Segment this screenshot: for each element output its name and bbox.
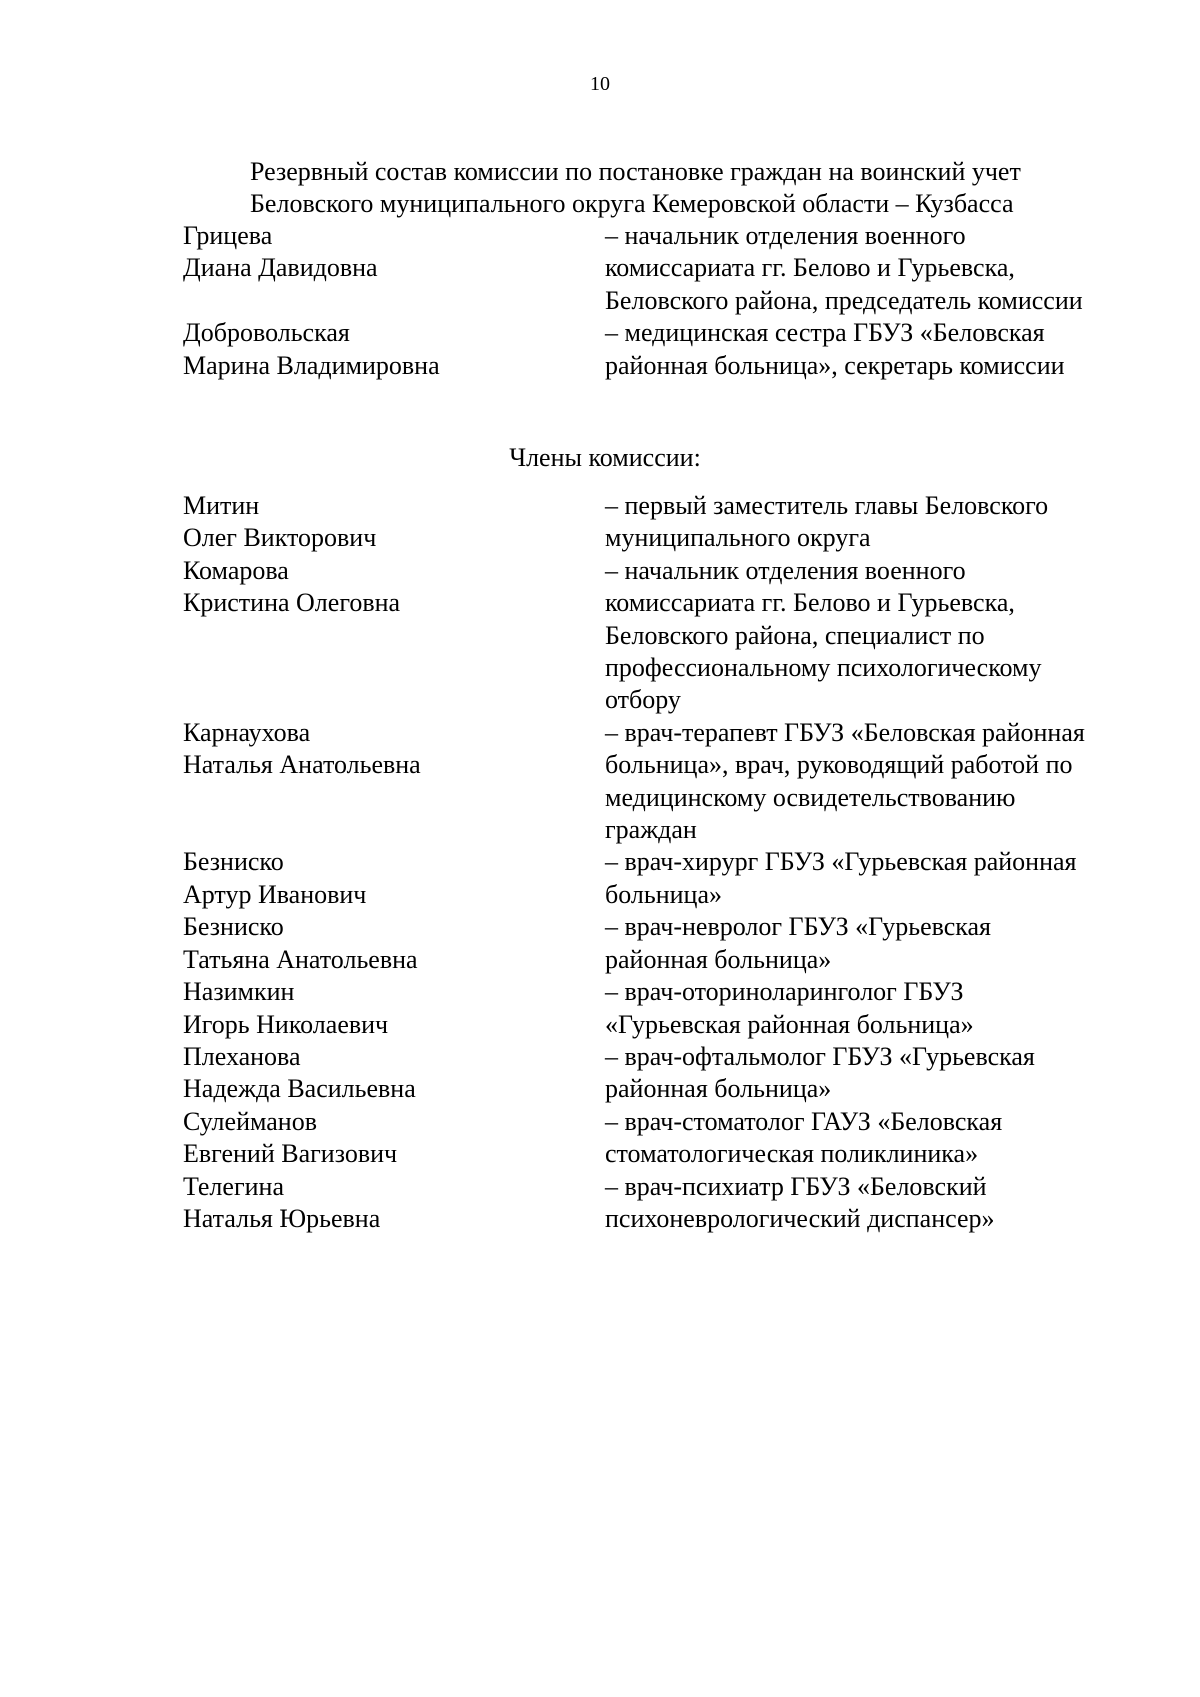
- person-name: [183, 220, 605, 317]
- person-role-line: Беловского района, специалист по: [605, 620, 985, 650]
- person-name: [183, 490, 605, 555]
- roster-entry: [183, 1041, 1143, 1106]
- roster-entry: [183, 1106, 1143, 1171]
- person-role-line: «Гурьевская районная больница»: [605, 1009, 974, 1039]
- person-name-line: Татьяна Анатольевна: [183, 944, 418, 974]
- person-name-line: Артур Иванович: [183, 879, 367, 909]
- roster-entry: [183, 846, 1143, 911]
- person-name: [183, 555, 605, 717]
- person-role-line: больница»: [605, 879, 722, 909]
- person-role-line: – начальник отделения военного: [605, 555, 966, 585]
- person-role: [605, 911, 1143, 976]
- person-role-line: профессиональному психологическому: [605, 653, 1042, 683]
- person-role: [605, 1041, 1143, 1106]
- person-name: [183, 976, 605, 1041]
- person-name-line: Наталья Анатольевна: [183, 750, 421, 780]
- title-line: Беловского муниципального округа Кемеровской области – Кузбасса: [250, 189, 1014, 218]
- person-role-line: районная больница», секретарь комиссии: [605, 350, 1065, 380]
- person-role-line: – первый заместитель главы Беловского: [605, 491, 1049, 520]
- person-role: [605, 846, 1143, 911]
- person-role-line: медицинскому освидетельствованию: [605, 782, 1016, 812]
- person-name-line: Телегина: [183, 1171, 284, 1201]
- person-name-line: Грицева: [183, 221, 273, 250]
- person-role-line: – врач-невролог ГБУЗ «Гурьевская: [605, 912, 992, 942]
- person-role: [605, 1171, 1143, 1236]
- person-name: [183, 317, 605, 382]
- person-role-line: отбору: [605, 685, 681, 715]
- person-name-line: Олег Викторович: [183, 523, 377, 553]
- document-title: [250, 156, 1130, 220]
- person-name: [183, 1041, 605, 1106]
- person-role: [605, 490, 1143, 555]
- person-role: [605, 220, 1143, 317]
- person-name-line: Назимкин: [183, 977, 295, 1007]
- person-role-line: психоневрологический диспансер»: [605, 1203, 995, 1233]
- person-role-line: стоматологическая поликлиника»: [605, 1139, 979, 1169]
- leadership-list: [183, 220, 1143, 382]
- person-name: [183, 1106, 605, 1171]
- person-name-line: Марина Владимировна: [183, 350, 440, 380]
- roster-entry: [183, 911, 1143, 976]
- person-name-line: Сулейманов: [183, 1106, 317, 1136]
- person-name-line: Игорь Николаевич: [183, 1009, 389, 1039]
- person-name: [183, 911, 605, 976]
- person-role: [605, 976, 1143, 1041]
- person-name-line: Карнаухова: [183, 717, 311, 747]
- person-role-line: – врач-стоматолог ГАУЗ «Беловская: [605, 1106, 1003, 1136]
- person-role-line: комиссариата гг. Белово и Гурьевска,: [605, 253, 1015, 283]
- roster-entry: [183, 490, 1143, 555]
- person-name-line: Диана Давидовна: [183, 253, 378, 283]
- person-name-line: Безниско: [183, 912, 284, 942]
- person-role-line: – начальник отделения военного: [605, 221, 966, 250]
- person-role: [605, 555, 1143, 717]
- roster-entry: [183, 717, 1143, 847]
- person-role-line: граждан: [605, 815, 697, 845]
- roster-entry: [183, 555, 1143, 717]
- person-name-line: Плеханова: [183, 1041, 301, 1071]
- roster-entry: [183, 1171, 1143, 1236]
- person-role-line: муниципального округа: [605, 523, 871, 553]
- person-name-line: Митин: [183, 491, 260, 520]
- page-number: 10: [590, 73, 610, 95]
- person-role-line: – медицинская сестра ГБУЗ «Беловская: [605, 318, 1045, 348]
- person-name-line: Надежда Васильевна: [183, 1074, 416, 1104]
- person-name: [183, 717, 605, 847]
- person-role-line: – врач-терапевт ГБУЗ «Беловская районная: [605, 717, 1085, 747]
- roster-entry: [183, 317, 1143, 382]
- roster-entry: [183, 220, 1143, 317]
- person-name-line: Кристина Олеговна: [183, 588, 401, 618]
- person-role: [605, 717, 1143, 847]
- person-role-line: – врач-офтальмолог ГБУЗ «Гурьевская: [605, 1041, 1035, 1071]
- person-role-line: комиссариата гг. Белово и Гурьевска,: [605, 588, 1015, 618]
- person-role-line: больница», врач, руководящий работой по: [605, 750, 1073, 780]
- person-role: [605, 1106, 1143, 1171]
- person-name-line: Евгений Вагизович: [183, 1139, 398, 1169]
- person-name: [183, 1171, 605, 1236]
- members-list: [183, 490, 1143, 1235]
- person-role-line: – врач-оториноларинголог ГБУЗ: [605, 977, 964, 1007]
- person-role-line: районная больница»: [605, 1074, 832, 1104]
- person-role-line: – врач-хирург ГБУЗ «Гурьевская районная: [605, 847, 1077, 877]
- person-name-line: Добровольская: [183, 318, 350, 348]
- members-heading: Члены комиссии:: [509, 443, 701, 472]
- person-name: [183, 846, 605, 911]
- person-name-line: Комарова: [183, 555, 289, 585]
- person-name-line: Наталья Юрьевна: [183, 1203, 381, 1233]
- person-role: [605, 317, 1143, 382]
- person-role-line: Беловского района, председатель комиссии: [605, 285, 1083, 315]
- person-name-line: Безниско: [183, 847, 284, 877]
- person-role-line: районная больница»: [605, 944, 832, 974]
- roster-entry: [183, 976, 1143, 1041]
- person-role-line: – врач-психиатр ГБУЗ «Беловский: [605, 1171, 987, 1201]
- title-line: Резервный состав комиссии по постановке граждан на воинский учет: [250, 157, 1021, 186]
